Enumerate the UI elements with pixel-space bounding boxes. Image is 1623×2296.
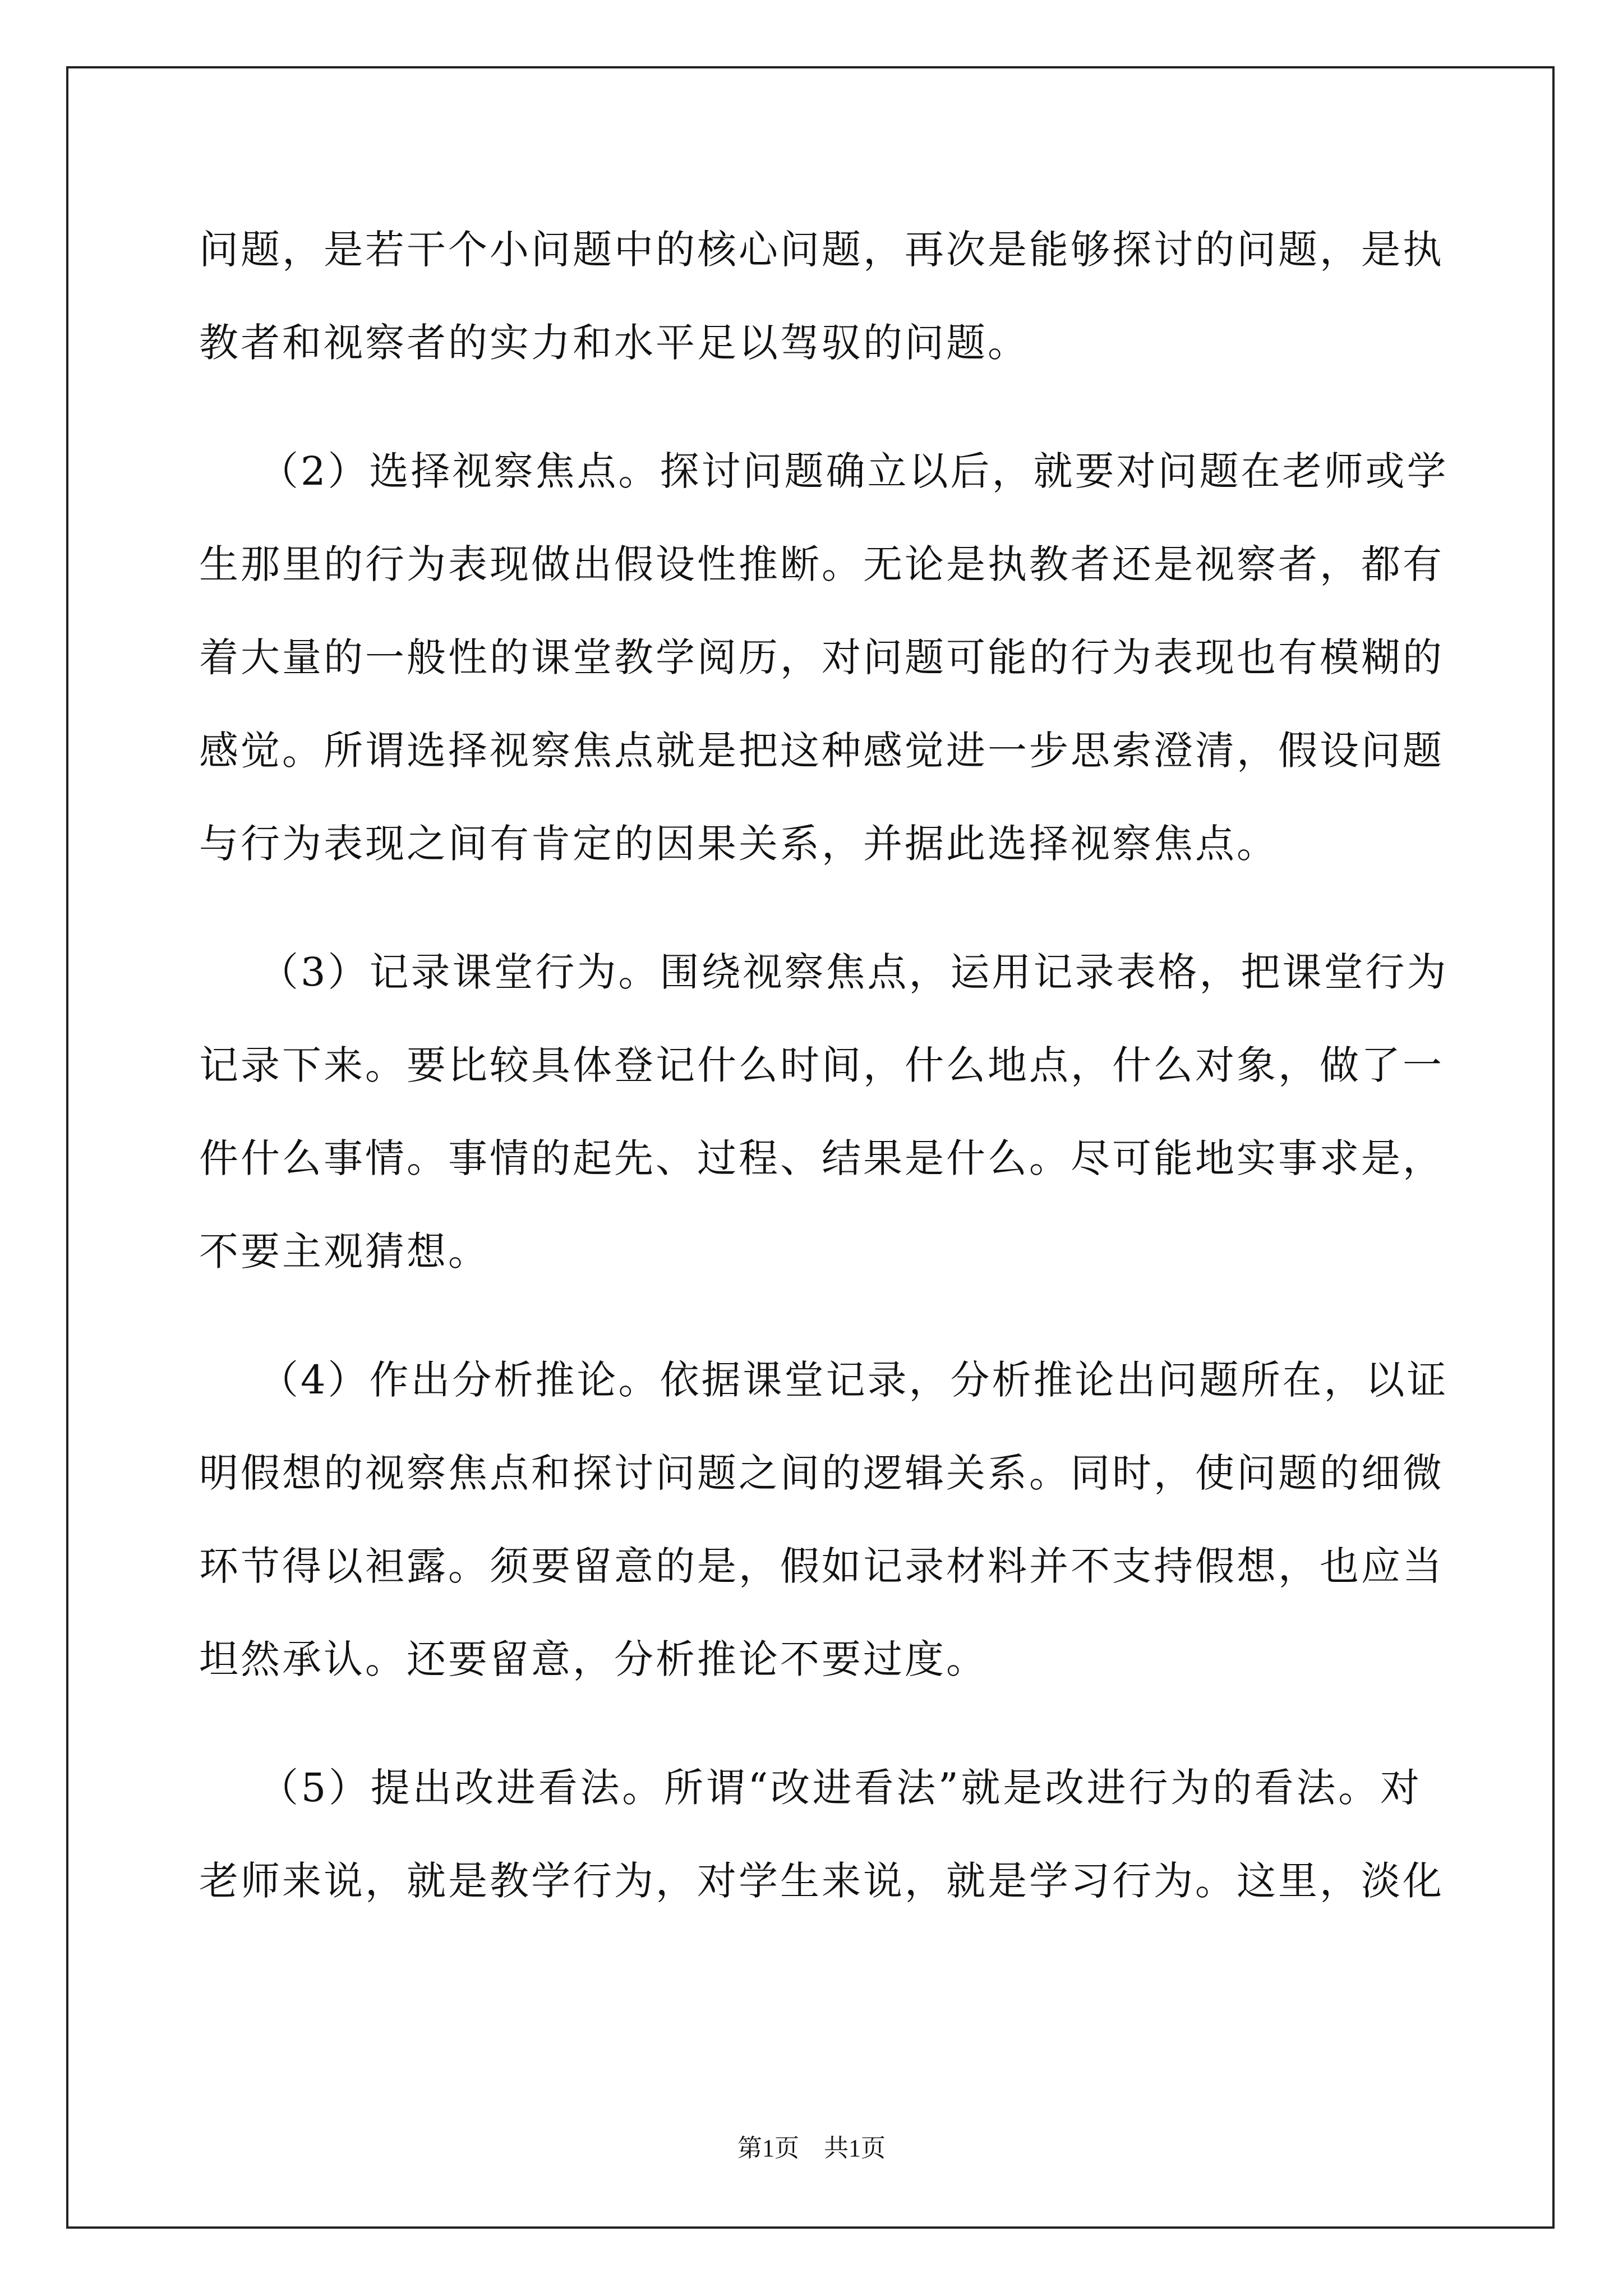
paragraph-start-line: （2）选择视察焦点。探讨问题确立以后，就要对问题在老师或学: [259, 448, 1449, 494]
text-line: 明假想的视察焦点和探讨问题之间的逻辑关系。同时，使问题的细微: [199, 1450, 1444, 1496]
text-line: 件什么事情。事情的起先、过程、结果是什么。尽可能地实事求是，: [199, 1135, 1444, 1181]
text-line: 老师来说，就是教学行为，对学生来说，就是学习行为。这里，淡化: [199, 1858, 1444, 1904]
text-line: 着大量的一般性的课堂教学阅历，对问题可能的行为表现也有模糊的: [199, 634, 1444, 680]
text-line: 环节得以袒露。须要留意的是，假如记录材料并不支持假想，也应当: [199, 1543, 1444, 1589]
text-line: 感觉。所谓选择视察焦点就是把这种感觉进一步思索澄清，假设问题: [199, 728, 1444, 774]
paragraph-start-line: （4）作出分析推论。依据课堂记录，分析推论出问题所在，以证: [259, 1357, 1449, 1403]
text-line: 记录下来。要比较具体登记什么时间，什么地点，什么对象，做了一: [199, 1042, 1444, 1088]
text-line: 坦然承认。还要留意，分析推论不要过度。: [199, 1636, 988, 1682]
text-line: 问题，是若干个小问题中的核心问题，再次是能够探讨的问题，是执: [199, 227, 1444, 273]
paragraph-start-line: （5）提出改进看法。所谓“改进看法”就是改进行为的看法。对: [259, 1765, 1422, 1811]
text-line: 生那里的行为表现做出假设性推断。无论是执教者还是视察者，都有: [199, 541, 1444, 587]
text-line: 与行为表现之间有肯定的因果关系，并据此选择视察焦点。: [199, 821, 1278, 867]
page-number-footer: 第1页 共1页: [737, 2134, 886, 2162]
paragraph-start-line: （3）记录课堂行为。围绕视察焦点，运用记录表格，把课堂行为: [259, 949, 1449, 995]
text-line: 不要主观猜想。: [199, 1228, 490, 1274]
text-line: 教者和视察者的实力和水平足以驾驭的问题。: [199, 320, 1029, 366]
